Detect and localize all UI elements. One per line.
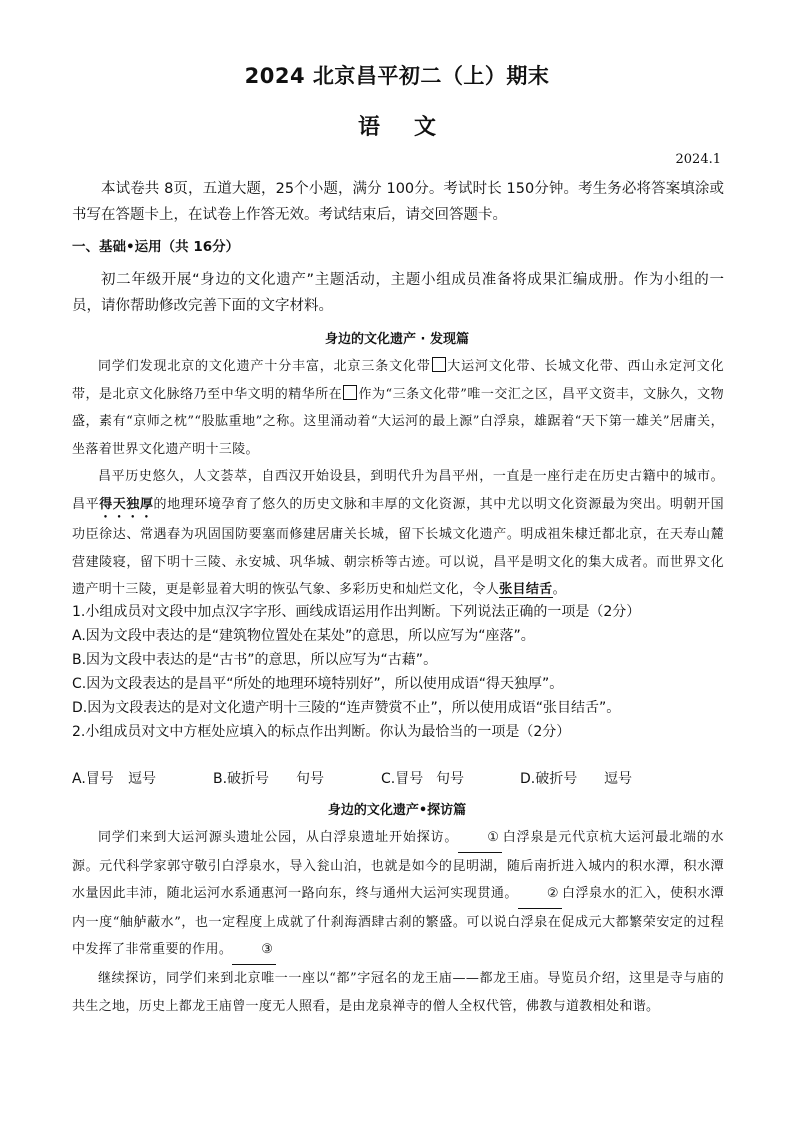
q2-option-a-1: A.冒号	[72, 771, 114, 787]
exam-title: 2024 北京昌平初二（上）期末	[244, 64, 550, 88]
part2-title: 身边的文化遗产•探访篇	[327, 803, 467, 818]
q1-option-b: B.因为文段中表达的是“古书”的意思，所以应写为“古藉”。	[72, 652, 438, 668]
q1-option-a: A.因为文段中表达的是“建筑物位置处在某处”的意思，所以应写为“座落”。	[72, 628, 535, 644]
instructions-block	[72, 176, 724, 228]
q2-option-d-1: D.破折号	[520, 771, 578, 787]
part1-p2-a: 昌平历史悠久，人文荟萃，自西汉开始设县，到明代升为昌平州，一直是一座行走在历史古籍中的城市。昌平	[72, 469, 724, 512]
q2-option-b-2: 句号	[296, 771, 324, 787]
section1-heading-block	[72, 237, 724, 257]
subject-title: 语文	[357, 115, 470, 140]
part2-paragraph-1	[72, 824, 724, 965]
question-1	[72, 600, 724, 744]
part1-p1-a: 同学们发现北京的文化遗产十分丰富，北京三条文化带	[98, 359, 431, 374]
part1-p1-c: 作为“三条文化带”唯一交汇之区，昌平文资丰，文脉久，文物盛，素有“京师之枕”“股肱重地”之称。这里涌动着“大运河的最上源”白浮泉，雄踞着“天下第一雄关”居庸关，坐落着世界文化遗产明十三陵。	[72, 386, 724, 457]
part1-paragraph-1	[72, 353, 724, 463]
idiom-dewtiandu: 得天独厚	[99, 496, 154, 512]
part1-paragraph-2	[72, 463, 724, 603]
q1-stem: 1.小组成员对文段中加点汉字字形、画线成语运用作出判断。下列说法正确的一项是（2分）	[72, 604, 641, 620]
q1-option-c: C.因为文段表达的是昌平“所处的地理环境特别好”，所以使用成语“得天独厚”。	[72, 676, 564, 692]
section1-heading: 一、基础•运用（共 16分）	[72, 239, 240, 255]
q2-option-d-2: 逗号	[604, 771, 632, 787]
section1-intro-block	[72, 267, 724, 319]
part2-p1-a: 同学们来到大运河源头遗址公园，从白浮泉遗址开始探访。	[98, 830, 459, 845]
punctuation-box-1	[432, 357, 446, 372]
punctuation-box-2	[343, 385, 357, 400]
part2-p1-c: 白浮泉水的汇入，使积水潭内一度“舳舻蔽水”，也一定程度上成就了什刹海酒肆古刹的繁盛。可以说白浮泉在促成元大都繁荣安定的过程中发挥了非常重要的作用。	[72, 886, 725, 958]
part1-body	[72, 353, 724, 604]
part1-p2-c: 。	[552, 582, 566, 598]
part1-p2-b: 的地理环境孕育了悠久的历史文脉和丰厚的文化资源，其中尤以明文化资源最为突出。明朝开国功臣徐达、常遇春为巩固国防要塞而修建居庸关长城，留下长城文化遗产。明成祖朱棣迁都北京，在天寿山麓营建陵寝，留下明十三陵、永安城、巩华城、朝宗桥等古迹。可以说，昌平是明文化的集大成者。而世界文化遗产明十三陵，更是彰显着大明的恢弘气象、多彩历史和灿烂文化，令人	[72, 496, 725, 598]
q2-option-c-1: C.冒号	[381, 771, 424, 787]
idiom-zhangmujieshe: 张目结舌	[499, 582, 553, 598]
part1-title: 身边的文化遗产 · 发现篇	[325, 332, 469, 347]
answer-blank-2: ②	[518, 880, 562, 909]
part1-p1-b: 大运河文化带、长城文化带、西山永定河文化带，是北京文化脉络乃至中华文明的精华所在	[72, 359, 724, 402]
part2-body	[72, 824, 724, 1020]
part2-paragraph-2: 继续探访，同学们来到北京唯一一座以“都”字冠名的龙王庙——都龙王庙。导览员介绍，这里是寺与庙的共生之地，历史上都龙王庙曾一度无人照看，是由龙泉禅寺的僧人全权代管，佛教与道教相处和谐。	[72, 970, 724, 1014]
answer-blank-3: ③	[232, 936, 276, 965]
instructions: 本试卷共 8页，五道大题，25个小题，满分 100分。考试时长 150分钟。考生务必将答案填涂或书写在答题卡上，在试卷上作答无效。考试结束后，请交回答题卡。	[72, 181, 724, 223]
part2-p1-b: 白浮泉是元代京杭大运河最北端的水源。元代科学家郭守敬引白浮泉水，导入瓮山泊，也就是如今的昆明湖，随后南折进入城内的积水潭，积水潭水量因此丰沛，随北运河水系通惠河一路向东，终与通州大运河实现贯通。	[72, 830, 724, 902]
q2-option-b-1: B.破折号	[213, 771, 270, 787]
section1-intro: 初二年级开展“身边的文化遗产”主题活动，主题小组成员准备将成果汇编成册。作为小组的一员，请你帮助修改完善下面的文字材料。	[72, 272, 724, 314]
q2-option-c-2: 句号	[436, 771, 464, 787]
q1-option-d: D.因为文段表达的是对文化遗产明十三陵的“连声赞赏不止”，所以使用成语“张目结舌”。	[72, 700, 621, 716]
exam-date: 2024.1	[675, 152, 721, 167]
q2-stem: 2.小组成员对文中方框处应填入的标点作出判断。你认为最恰当的一项是（2分）	[72, 724, 571, 740]
answer-blank-1: ①	[458, 824, 502, 853]
q2-option-a-2: 逗号	[128, 771, 156, 787]
